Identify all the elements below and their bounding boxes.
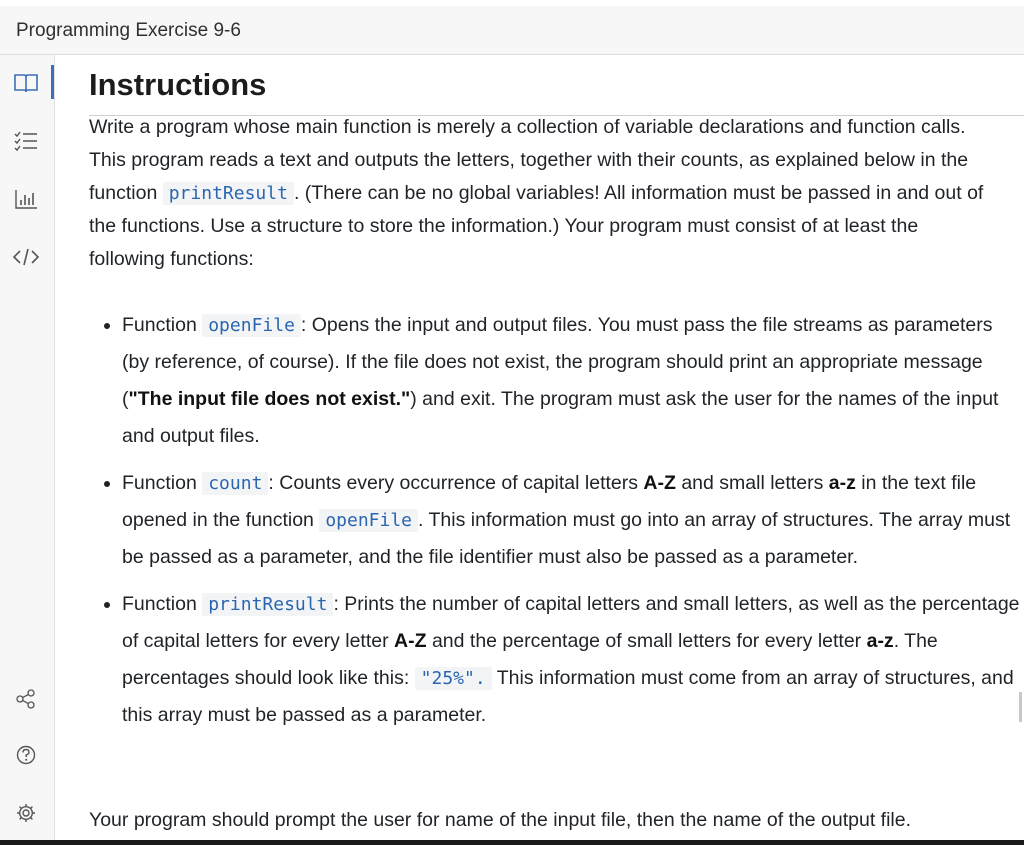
checklist-icon[interactable] xyxy=(12,127,40,155)
code-printResult: printResult xyxy=(163,182,294,205)
book-icon[interactable] xyxy=(12,69,40,97)
help-icon[interactable] xyxy=(12,741,40,769)
intro-paragraph xyxy=(89,111,984,276)
instructions-panel xyxy=(55,55,1024,845)
bullet-text: in the text file opened in the function xyxy=(122,472,977,531)
list-item xyxy=(122,586,1022,734)
bullet-text: . This information must go into an array of structures. The array must be passed as a parameter, and the file identifier must also be passed as a parameter. xyxy=(122,509,1011,568)
bold-range: A-Z xyxy=(394,630,427,652)
bullet-text: : Prints the number of capital letters and small letters, as well as the percentage of capital letters for every letter xyxy=(122,593,1020,652)
settings-icon[interactable] xyxy=(12,799,40,827)
function-list xyxy=(89,307,1022,744)
scrollbar-thumb[interactable] xyxy=(1019,692,1022,722)
bold-range: a-z xyxy=(828,472,856,494)
code-count: count xyxy=(202,472,268,495)
bullet-lead: Function xyxy=(122,593,203,615)
code-printResult: printResult xyxy=(202,593,333,616)
bottom-bar xyxy=(0,840,1024,845)
active-indicator xyxy=(51,65,54,99)
bullet-text: This information must come from an array of structures, and this array must be passed as a parameter. xyxy=(122,667,1014,726)
bold-message: "The input file does not exist." xyxy=(128,388,411,410)
bold-range: a-z xyxy=(866,630,894,652)
code-openFile: openFile xyxy=(202,314,301,337)
bullet-text: ) and exit. The program must ask the user for the names of the input and output files. xyxy=(122,388,999,447)
bullet-text: : Opens the input and output files. You must pass the file streams as parameters (by reference, of course). If the file does not exist, the program should print an appropriate message ( xyxy=(122,314,993,410)
code-percent-example: "25%". xyxy=(415,667,492,690)
bullet-text: and small letters xyxy=(675,472,829,494)
bullet-lead: Function xyxy=(122,314,203,336)
closing-paragraph: Your program should prompt the user for name of the input file, then the name of the output file. xyxy=(89,809,912,831)
instructions-heading: Instructions xyxy=(89,67,267,102)
chart-icon[interactable] xyxy=(12,185,40,213)
list-item xyxy=(122,465,1022,576)
intro-text-1: Write a program whose main function is merely a collection of variable declarations and function calls. This program reads a text and outputs the letters, together with their counts, as explained below in the function xyxy=(89,116,969,204)
bullet-lead: Function xyxy=(122,472,203,494)
code-icon[interactable] xyxy=(12,243,40,271)
bullet-text: and the percentage of small letters for every letter xyxy=(426,630,867,652)
code-openFile: openFile xyxy=(319,509,418,532)
bullet-text: : Counts every occurrence of capital letters xyxy=(268,472,644,494)
exercise-title: Programming Exercise 9-6 xyxy=(16,20,241,41)
bullet-text: . The percentages should look like this: xyxy=(122,630,938,689)
intro-text-2: . (There can be no global variables! All information must be passed in and out of the functions. Use a structure to store the information.) Your program must consist of at least the following functions: xyxy=(89,182,984,270)
list-item xyxy=(122,307,1022,455)
share-icon[interactable] xyxy=(12,685,40,713)
header-bar xyxy=(0,6,1024,55)
bold-range: A-Z xyxy=(643,472,676,494)
sidebar xyxy=(0,55,55,845)
